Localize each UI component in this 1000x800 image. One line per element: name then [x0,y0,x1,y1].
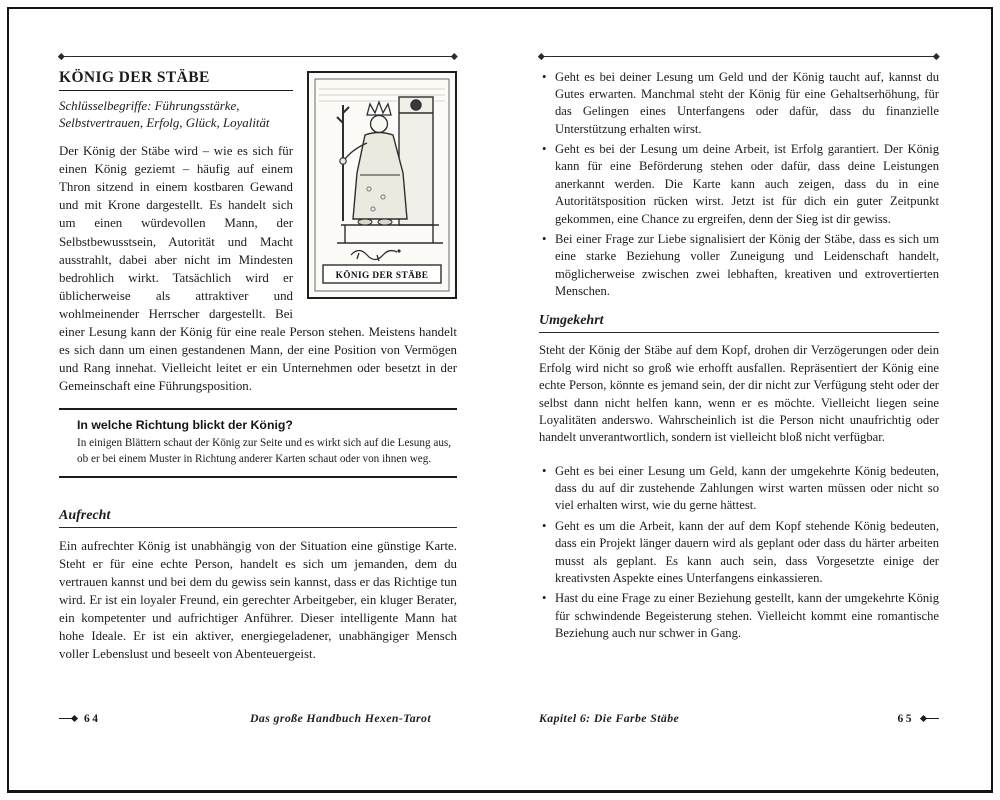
card-caption: KÖNIG DER STÄBE [335,270,429,281]
card-caption-banner [323,265,441,283]
bullet-item: • Geht es bei deiner Lesung um Geld und der König taucht auf, kannst du Gutes erwarten. Manchmal steht der König für eine Gehaltserhöhung, für das Gelingen eines Unterfangens oder dafür, dass du finanzielle Unterstützung erhalten wirst. [539,69,939,139]
decorative-top-rule [59,54,457,59]
footer-ornament-icon [59,716,77,721]
decorative-top-rule [539,54,939,59]
footer-book-title: Das große Handbuch Hexen-Tarot [250,711,431,725]
info-box-heading: In welche Richtung blickt der König? [77,418,293,433]
keywords-line: Schlüsselbegriffe: Führungsstärke, Selbstvertrauen, Erfolg, Glück, Loyalität [59,98,270,131]
reversed-bullet-list [539,463,939,643]
left-page [59,9,457,790]
page-number-right: 65 [897,712,914,725]
info-box [59,408,457,478]
page-title: KÖNIG DER STÄBE [59,69,293,91]
diamond-ornament-icon [58,53,64,59]
upright-bullet-list [539,69,939,301]
king-of-wands-illustration [307,71,457,299]
bullet-item: • Geht es bei einer Lesung um Geld, kann der umgekehrte König bedeuten, dass du auf dir zustehende Zahlungen wirst warten müssen oder nicht so viel erhalten wirst, wie du gerne hättest. [539,463,939,515]
bullet-item: • Geht es bei der Lesung um deine Arbeit, ist Erfolg garantiert. Der König kann für eine Beförderung stehen oder dafür, dass deine Leistungen anerkannt werden. Die Karte kann auch zeigen, dass du in eine Autoritätsposition rücken wirst. Jetzt ist für dich ein guter Zeitpunkt gekommen, eine Chance zu ergreifen, denn der Sieg ist dir gewiss. [539,141,939,228]
diamond-ornament-icon [538,53,544,59]
bullet-item: • Hast du eine Frage zu einer Beziehung gestellt, kann der umgekehrte König für schwindende Begeisterung stehen. Vielleicht kommt eine romantische Beziehung auch nur schwer in Gang. [539,590,939,642]
right-page [539,9,939,790]
left-page-body [59,69,457,664]
bullet-item: • Geht es um die Arbeit, kann der auf dem Kopf stehende König bedeuten, dass ein Projekt länger dauern wird als geplant oder dass du härter arbeiten musst als geplant. Es kann auch sein, dass Vorgesetzte einige der kreativsten Aspekte eines Unterfangens einkassieren. [539,518,939,588]
bullet-item: • Bei einer Frage zur Liebe signalisiert der König der Stäbe, dass es sich um eine starke Beziehung voller Zuneigung und Leidenschaft handelt, möglicherweise zwischen zwei lebhaften, kreativen und extrovertierten Menschen. [539,231,939,301]
upright-paragraph: Ein aufrechter König ist unabhängig von der Situation eine günstige Karte. Steht er für eine echte Person, handelt es sich um jemanden, dem du vertrauen kannst und bei dem du gewiss sein kannst, dass er das Richtige tun wird. Er ist ein loyaler Freund, ein gerechter Arbeitgeber, ein kluger Berater, ein kompetenter und aufrichtiger Anführer. Dieser intelligente Mann hat hohe Ideale. Er ist ein aktiver, energiegeladener, unabhängiger Mensch voller Lebenslust und beseelt von Abenteuergeist. [59,538,457,662]
left-page-footer [59,711,457,726]
section-heading-reversed: Umgekehrt [539,313,939,333]
right-page-footer [539,711,939,726]
tarot-card-image [307,71,457,304]
page-number-left: 64 [84,712,101,725]
diamond-ornament-icon [933,53,939,59]
intro-paragraph: Der König der Stäbe wird – wie es sich für einen König geziemt – häufig auf einem Thron sitzend in einem kostbaren Gewand und mit Krone dargestellt. Es handelt sich um einen würdevollen Mann, der Selbstbewusstsein, Autorität und Macht ausstrahlt, dabei aber nicht im Mindesten bedrohlich wirkt. Tatsächlich wird er üblicherweise als attraktiver und wohlmeinender Herrscher dargestellt. Bei einer Lesung kann der König für eine reale Person stehen. Meistens handelt es sich dann um einen gestandenen Mann, der eine Position von Vermögen und Rang innehat. Vielleicht leitet er ein Unternehmen oder besetzt in der Gemeinschaft eine Führungsposition. [59,144,457,393]
right-page-body [539,69,939,643]
info-box-text: In einigen Blättern schaut der König zur Seite und es wirkt sich auf die Lesung aus, ob er bei einem Muster in Richtung anderer Karten schaut oder von ihnen weg. [77,437,452,465]
diamond-ornament-icon [451,53,457,59]
book-page-frame [7,7,993,793]
section-heading-upright: Aufrecht [59,508,457,528]
footer-chapter-title: Kapitel 6: Die Farbe Stäbe [539,711,680,725]
footer-ornament-icon [921,716,939,721]
reversed-paragraph: Steht der König der Stäbe auf dem Kopf, drohen dir Verzögerungen oder dein Erfolg wird nicht so groß wie erhofft ausfallen. Repräsentiert der König eine echte Person, könnte es jemand sein, der dir nicht zur Verfügung steht oder der selbst dann nicht helfen kann, wenn er es möchte. Vielleicht liegen seine Loyalitäten anderswo. Wahrscheinlich ist die Person nicht unaufrichtig oder handelt unverantwortlich, sondern ist vielleicht bloß nicht verfügbar. [539,343,939,445]
